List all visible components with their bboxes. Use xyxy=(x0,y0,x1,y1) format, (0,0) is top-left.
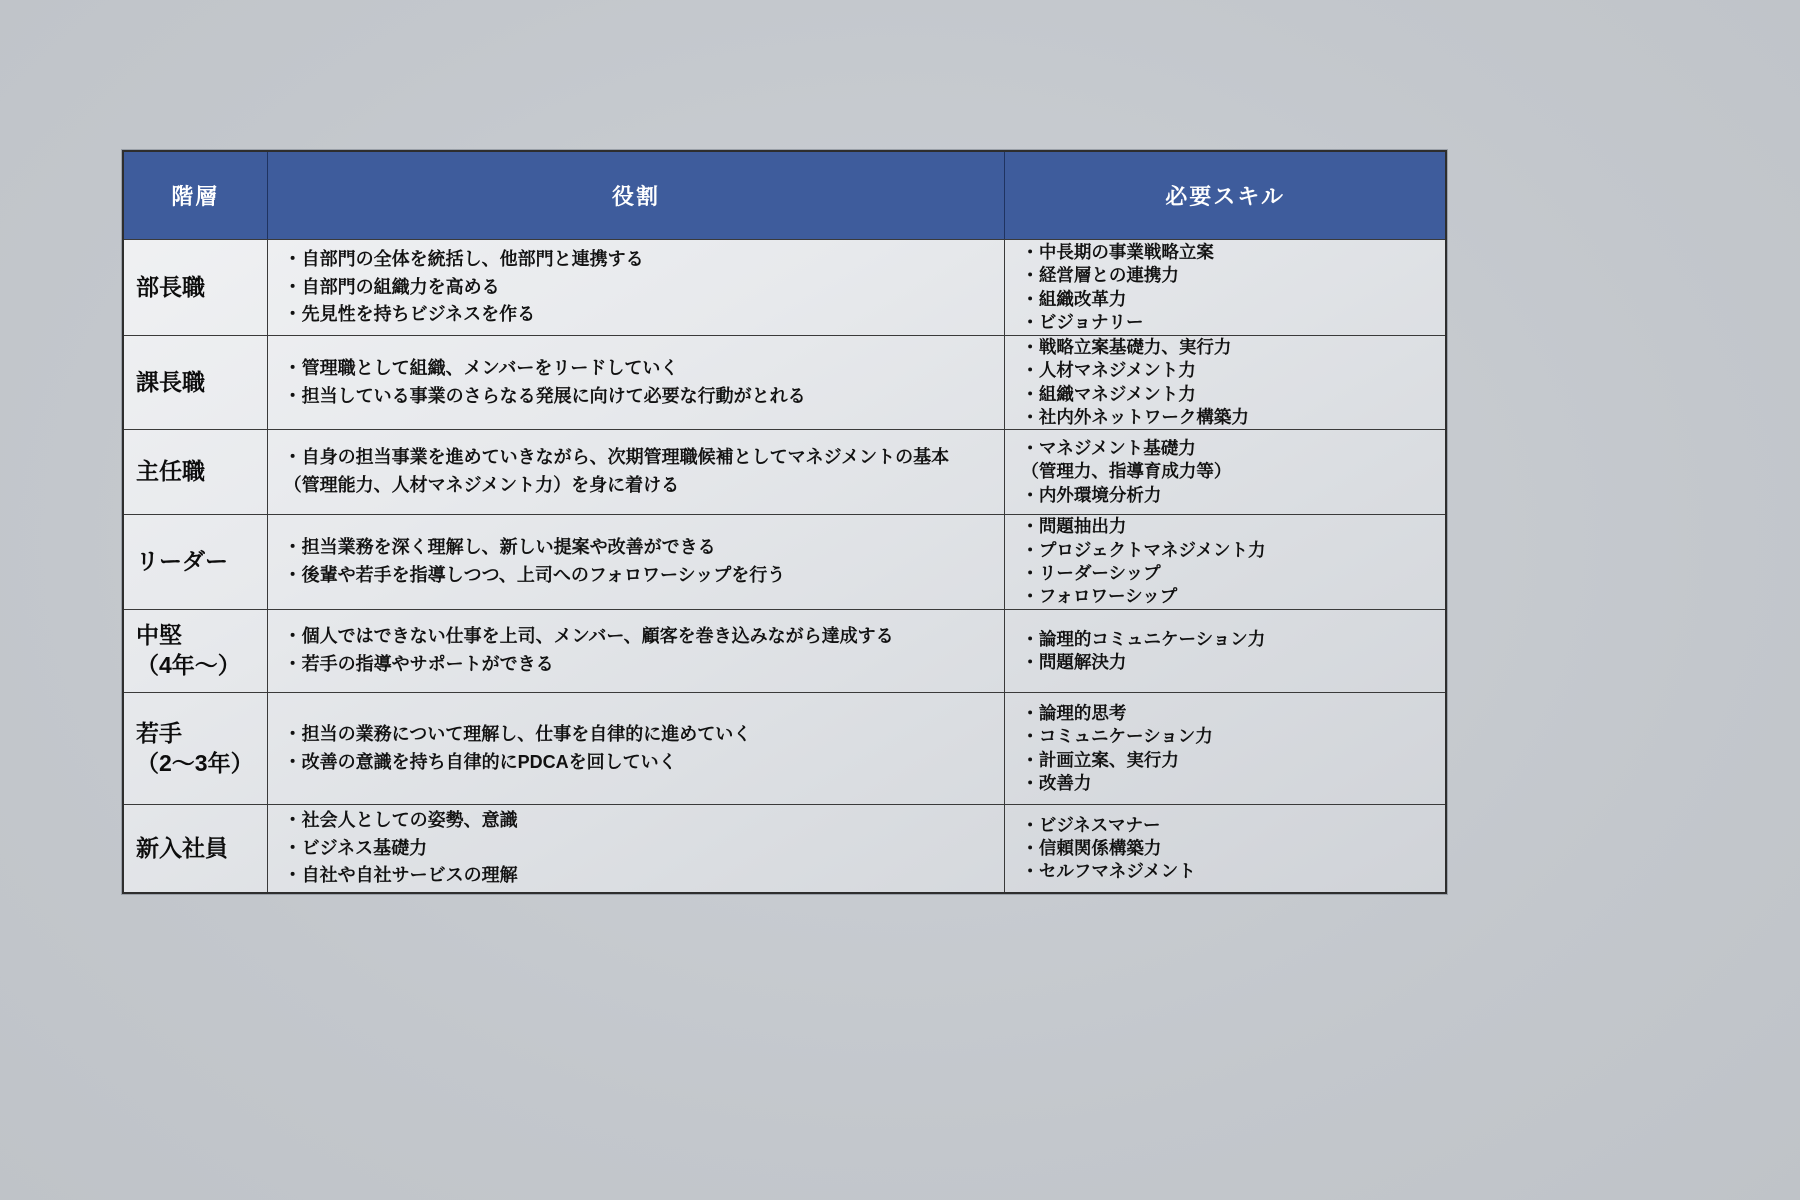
level-cell xyxy=(124,805,267,892)
skill-line: ・ビジョナリー xyxy=(1021,311,1144,332)
skill-line: ・論理的思考 xyxy=(1021,702,1127,723)
table-row-leader xyxy=(124,514,1445,609)
skill-line: ・マネジメント基礎力 xyxy=(1021,438,1196,459)
table-row-shuninshoku xyxy=(124,429,1445,514)
skill-line: ・プロジェクトマネジメント力 xyxy=(1021,539,1266,560)
skill-line: ・改善力 xyxy=(1021,772,1092,793)
skill-line: ・人材マネジメント力 xyxy=(1021,360,1196,381)
skill-line: ・戦略立案基礎力、実行力 xyxy=(1021,336,1232,357)
role-line: ・管理職として組織、メンバーをリードしていく xyxy=(283,357,679,378)
skill-line: ・中長期の事業戦略立案 xyxy=(1021,241,1214,262)
skill-line: ・セルフマネジメント xyxy=(1021,861,1196,882)
skills-cell xyxy=(1004,515,1445,609)
header-label-hierarchy: 階層 xyxy=(171,184,220,209)
skills-cell xyxy=(1004,610,1445,692)
level-cell xyxy=(124,515,267,609)
skill-line: ・組織改革力 xyxy=(1021,288,1127,309)
level-label: 若手 xyxy=(136,719,182,746)
hierarchy-skills-table xyxy=(122,150,1447,894)
skill-line: ・計画立案、実行力 xyxy=(1021,749,1179,770)
table-row-wakate xyxy=(124,692,1445,804)
role-line: ・自部門の全体を統括し、他部門と連携する xyxy=(283,248,644,269)
table-row-chuken xyxy=(124,609,1445,692)
role-cell xyxy=(267,805,1005,892)
header-label-skills: 必要スキル xyxy=(1165,184,1286,209)
role-line: ・自社や自社サービスの理解 xyxy=(283,865,518,886)
role-line: ・担当している事業のさらなる発展に向けて必要な行動がとれる xyxy=(283,385,806,406)
role-line: ・先見性を持ちビジネスを作る xyxy=(283,304,536,325)
level-cell xyxy=(124,430,267,514)
skill-line: ・問題解決力 xyxy=(1021,652,1127,672)
level-cell xyxy=(124,610,267,692)
skills-cell xyxy=(1004,805,1445,892)
role-line: ・ビジネス基礎力 xyxy=(283,837,428,858)
level-label: 新入社員 xyxy=(136,834,228,861)
role-line: ・改善の意識を持ち自律的にPDCAを回していく xyxy=(283,751,677,772)
table-header-row xyxy=(124,152,1445,239)
role-line: （管理能力、人材マネジメント力）を身に着ける xyxy=(283,475,680,495)
role-line: ・個人ではできない仕事を上司、メンバー、顧客を巻き込みながら達成する xyxy=(283,626,894,647)
level-label-sub: （2～3年） xyxy=(136,749,254,776)
level-label: リーダー xyxy=(136,548,228,575)
role-line: ・社会人としての姿勢、意識 xyxy=(283,809,518,830)
role-line: ・後輩や若手を指導しつつ、上司へのフォロワーシップを行う xyxy=(283,565,786,585)
level-cell xyxy=(124,693,267,804)
skill-line: ・信頼関係構築力 xyxy=(1021,837,1162,858)
skill-line: ・リーダーシップ xyxy=(1021,563,1161,583)
role-line: ・担当業務を深く理解し、新しい提案や改善ができる xyxy=(283,537,716,558)
level-label: 部長職 xyxy=(136,273,205,300)
skills-cell xyxy=(1004,336,1445,429)
level-label: 課長職 xyxy=(136,368,205,395)
header-cell-hierarchy xyxy=(124,152,267,239)
skill-line: ・内外環境分析力 xyxy=(1021,484,1162,505)
role-line: ・自部門の組織力を高める xyxy=(283,276,500,297)
role-cell xyxy=(267,515,1005,609)
skill-line: ・組織マネジメント力 xyxy=(1021,383,1196,404)
role-cell xyxy=(267,430,1005,514)
table-row-kachoshoku xyxy=(124,335,1445,429)
skill-line: ・ビジネスマナー xyxy=(1021,814,1161,835)
level-label: 中堅 xyxy=(136,622,182,649)
table-row-buchoshoku xyxy=(124,239,1445,335)
role-cell xyxy=(267,693,1005,804)
skill-line: （管理力、指導育成力等） xyxy=(1021,461,1232,482)
header-label-role: 役割 xyxy=(611,184,660,209)
level-label: 主任職 xyxy=(136,458,205,485)
role-line: ・自身の担当事業を進めていきながら、次期管理職候補としてマネジメントの基本 xyxy=(283,447,950,468)
skills-cell xyxy=(1004,240,1445,335)
role-line: ・若手の指導やサポートができる xyxy=(283,654,554,674)
role-line: ・担当の業務について理解し、仕事を自律的に進めていく xyxy=(283,723,752,744)
skill-line: ・コミュニケーション力 xyxy=(1021,726,1213,747)
header-cell-role xyxy=(267,152,1005,239)
skill-line: ・社内外ネットワーク構築力 xyxy=(1021,406,1249,427)
skill-line: ・経営層との連携力 xyxy=(1021,265,1179,286)
skill-line: ・問題抽出力 xyxy=(1021,516,1127,537)
role-cell xyxy=(267,240,1005,335)
level-cell xyxy=(124,240,267,335)
skills-cell xyxy=(1004,693,1445,804)
role-cell xyxy=(267,610,1005,692)
table-row-shinnyushain xyxy=(124,804,1445,892)
role-cell xyxy=(267,336,1005,429)
level-cell xyxy=(124,336,267,429)
skill-line: ・フォロワーシップ xyxy=(1021,586,1178,607)
skill-line: ・論理的コミュニケーション力 xyxy=(1021,628,1266,649)
header-cell-skills xyxy=(1004,152,1445,239)
skills-cell xyxy=(1004,430,1445,514)
level-label-sub: （4年～） xyxy=(136,652,241,678)
